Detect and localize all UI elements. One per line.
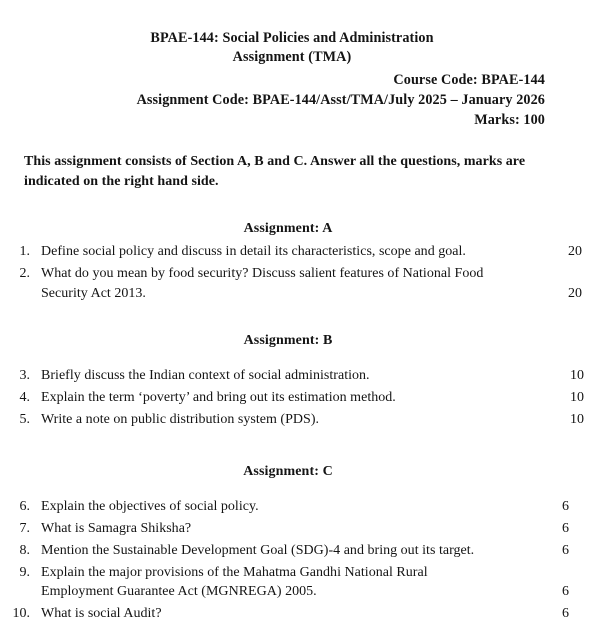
section-a-heading: Assignment: A <box>243 221 333 236</box>
question-marks: 20 <box>568 244 582 259</box>
question-text: Briefly discuss the Indian context of social administration. <box>41 368 370 383</box>
question-marks: 20 <box>568 285 582 301</box>
section-c-question-list <box>0 497 600 624</box>
instructions-line-1: This assignment consists of Section A, B and C. Answer all the questions, marks are <box>24 154 526 169</box>
question-number: 3. <box>19 368 30 383</box>
section-b <box>0 332 600 430</box>
question-item <box>0 264 600 303</box>
question-marks: 10 <box>570 368 584 383</box>
document-title-line-2: Assignment (TMA) <box>232 49 352 65</box>
section-a <box>0 220 600 303</box>
question-number: 10. <box>12 606 30 621</box>
question-number: 8. <box>19 542 30 558</box>
instructions-paragraph <box>24 152 557 191</box>
question-marks: 10 <box>570 412 584 427</box>
question-item <box>0 604 600 624</box>
section-a-question-list <box>0 242 600 303</box>
question-text: Mention the Sustainable Development Goal (SDG)-4 and bring out its target. <box>41 542 475 558</box>
question-item <box>0 563 600 602</box>
question-item <box>0 541 600 561</box>
question-marks: 6 <box>562 498 569 514</box>
question-number: 9. <box>19 564 30 580</box>
question-text: What is Samagra Shiksha? <box>41 520 192 536</box>
question-item <box>0 410 600 430</box>
question-number: 4. <box>19 390 30 405</box>
question-item <box>0 366 600 386</box>
section-c-heading: Assignment: C <box>243 463 333 479</box>
question-number: 5. <box>19 412 30 427</box>
section-c <box>0 463 600 624</box>
question-text: What do you mean by food security? Discuss salient features of National Food Security Act 2013. <box>41 266 484 301</box>
total-marks: Marks: 100 <box>474 112 545 128</box>
question-item <box>0 388 600 408</box>
instructions-line-2: indicated on the right hand side. <box>24 173 219 189</box>
section-b-heading: Assignment: B <box>243 333 333 348</box>
document-title <box>20 29 580 67</box>
question-number: 7. <box>19 520 30 536</box>
question-marks: 6 <box>562 520 569 536</box>
question-text: Explain the major provisions of the Mahatma Gandhi National Rural Employment Guarantee Act (MGNREGA) 2005. <box>41 564 428 599</box>
question-number: 2. <box>19 266 30 281</box>
document-header <box>0 0 600 130</box>
question-text: Explain the term ‘poverty’ and bring out its estimation method. <box>41 390 396 405</box>
question-item <box>0 497 600 517</box>
course-code: Course Code: BPAE-144 <box>393 72 545 88</box>
question-text: Explain the objectives of social policy. <box>41 498 259 514</box>
question-marks: 6 <box>562 606 569 621</box>
question-marks: 6 <box>562 584 569 599</box>
question-text: Define social policy and discuss in detail its characteristics, scope and goal. <box>41 244 466 259</box>
question-item <box>0 242 600 262</box>
question-marks: 6 <box>562 542 569 558</box>
question-text: What is social Audit? <box>41 606 162 621</box>
question-text: Write a note on public distribution system (PDS). <box>41 412 320 427</box>
assignment-code: Assignment Code: BPAE-144/Asst/TMA/July 2025 – January 2026 <box>136 92 545 108</box>
document-meta-block <box>0 70 600 130</box>
question-number: 6. <box>19 498 30 514</box>
document-title-line-1: BPAE-144: Social Policies and Administration <box>150 30 434 46</box>
section-b-question-list <box>0 366 600 430</box>
question-number: 1. <box>19 244 30 259</box>
question-item <box>0 519 600 539</box>
question-marks: 10 <box>570 390 584 405</box>
